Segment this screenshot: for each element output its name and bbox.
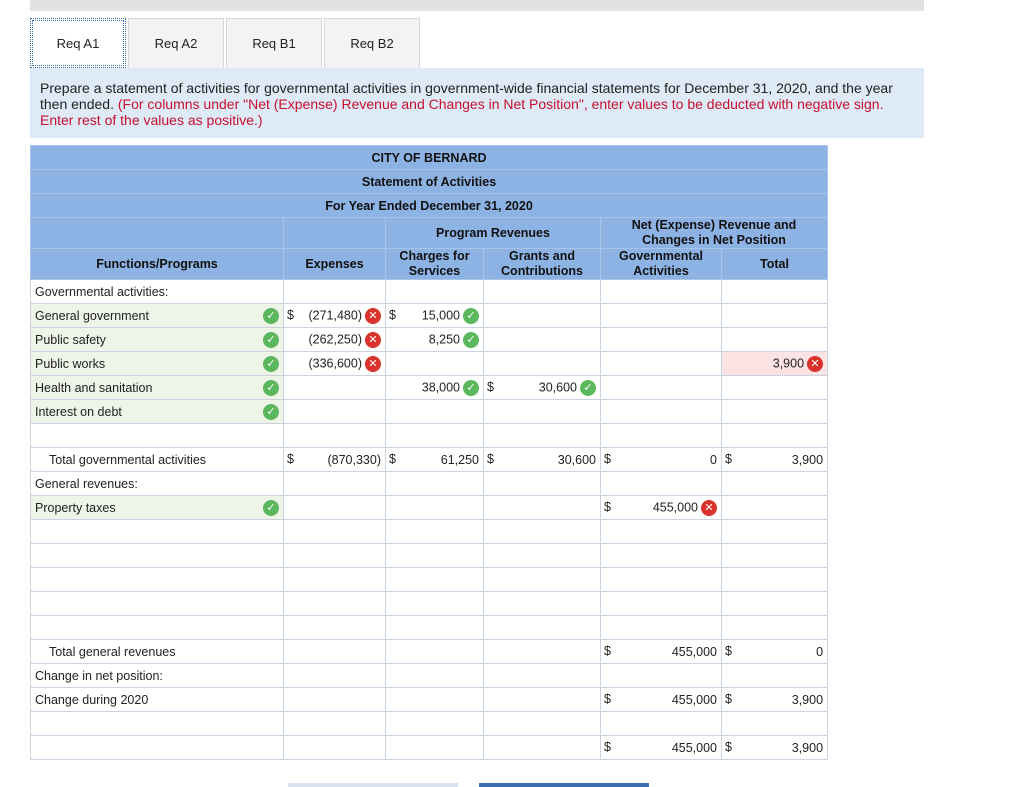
function-select[interactable]: Health and sanitation ✓ bbox=[31, 376, 284, 400]
check-icon: ✓ bbox=[263, 308, 279, 324]
expenses-input[interactable] bbox=[284, 376, 386, 400]
grants-input[interactable] bbox=[484, 352, 601, 376]
revenue-select[interactable]: Property taxes ✓ bbox=[31, 496, 284, 520]
grants-input[interactable]: $ 30,600 ✓ bbox=[484, 376, 601, 400]
table-row bbox=[31, 568, 828, 592]
col-charges-header: Charges for Services bbox=[386, 249, 484, 280]
header-blank bbox=[31, 218, 284, 249]
table-row bbox=[31, 304, 828, 328]
check-icon: ✓ bbox=[463, 380, 479, 396]
governmental-input[interactable] bbox=[601, 400, 722, 424]
statement-name: Statement of Activities bbox=[31, 170, 828, 194]
grants-input[interactable] bbox=[484, 328, 601, 352]
table-row bbox=[31, 616, 828, 640]
ending-governmental: $ 455,000 bbox=[601, 736, 722, 760]
total-gov-label: Total governmental activities bbox=[31, 448, 284, 472]
charges-input[interactable] bbox=[386, 352, 484, 376]
instructions-panel bbox=[30, 68, 924, 138]
grants-input[interactable] bbox=[484, 496, 601, 520]
next-button-edge[interactable] bbox=[479, 783, 649, 787]
cross-icon: ✕ bbox=[701, 500, 717, 516]
prev-button-edge[interactable] bbox=[288, 783, 458, 787]
check-icon: ✓ bbox=[263, 356, 279, 372]
col-total-header: Total bbox=[722, 249, 828, 280]
ending-total: $ 3,900 bbox=[722, 736, 828, 760]
change-total: $ 3,900 bbox=[722, 688, 828, 712]
expenses-input[interactable] bbox=[284, 496, 386, 520]
check-icon: ✓ bbox=[263, 404, 279, 420]
header-blank bbox=[284, 218, 386, 249]
revenue-select[interactable] bbox=[31, 544, 284, 568]
expenses-input[interactable]: (262,250) ✕ bbox=[284, 328, 386, 352]
table-row bbox=[31, 736, 828, 760]
function-select[interactable]: General government ✓ bbox=[31, 304, 284, 328]
grants-input[interactable] bbox=[484, 400, 601, 424]
table-row bbox=[31, 424, 828, 448]
col-expenses-header: Expenses bbox=[284, 249, 386, 280]
tab-req-b1[interactable]: Req B1 bbox=[226, 18, 322, 68]
table-row bbox=[31, 712, 828, 736]
requirement-tabs bbox=[30, 18, 422, 68]
governmental-input[interactable] bbox=[601, 376, 722, 400]
governmental-input[interactable]: $ 455,000 ✕ bbox=[601, 496, 722, 520]
total-input[interactable] bbox=[722, 496, 828, 520]
table-row bbox=[31, 472, 828, 496]
expenses-input[interactable] bbox=[284, 400, 386, 424]
total-input[interactable]: 3,900 ✕ bbox=[722, 352, 828, 376]
change-governmental: $ 455,000 bbox=[601, 688, 722, 712]
governmental-input[interactable] bbox=[601, 304, 722, 328]
total-charges: $ 61,250 bbox=[386, 448, 484, 472]
check-icon: ✓ bbox=[263, 332, 279, 348]
table-row bbox=[31, 352, 828, 376]
check-icon: ✓ bbox=[263, 500, 279, 516]
governmental-input[interactable] bbox=[601, 328, 722, 352]
section-label: General revenues: bbox=[31, 472, 284, 496]
instructions-main: Prepare a statement of activities for governmental activities in government-wide financial statements for December 31, 2020, and the year then ended. bbox=[40, 80, 893, 112]
total-general-label: Total general revenues bbox=[31, 640, 284, 664]
check-icon: ✓ bbox=[463, 308, 479, 324]
cross-icon: ✕ bbox=[365, 308, 381, 324]
check-icon: ✓ bbox=[580, 380, 596, 396]
cross-icon: ✕ bbox=[365, 356, 381, 372]
table-row bbox=[31, 448, 828, 472]
function-select[interactable]: Public safety ✓ bbox=[31, 328, 284, 352]
function-select[interactable]: Public works ✓ bbox=[31, 352, 284, 376]
total-total: $ 3,900 bbox=[722, 448, 828, 472]
col-governmental-header: Governmental Activities bbox=[601, 249, 722, 280]
revenue-select[interactable] bbox=[31, 592, 284, 616]
ending-label-select[interactable] bbox=[31, 712, 284, 736]
charges-input[interactable]: 8,250 ✓ bbox=[386, 328, 484, 352]
table-row bbox=[31, 664, 828, 688]
table-row bbox=[31, 400, 828, 424]
change-during-label: Change during 2020 bbox=[31, 688, 284, 712]
table-row bbox=[31, 688, 828, 712]
total-general-governmental: $ 455,000 bbox=[601, 640, 722, 664]
charges-input[interactable]: $ 15,000 ✓ bbox=[386, 304, 484, 328]
total-input[interactable] bbox=[722, 304, 828, 328]
tab-req-b2[interactable]: Req B2 bbox=[324, 18, 420, 68]
cross-icon: ✕ bbox=[807, 356, 823, 372]
table-row bbox=[31, 520, 828, 544]
check-icon: ✓ bbox=[463, 332, 479, 348]
top-progress-bar bbox=[30, 0, 924, 11]
table-row bbox=[31, 496, 828, 520]
instructions-note: (For columns under "Net (Expense) Revenue and Changes in Net Position", enter values to be deducted with negative sign. Enter rest of the values as positive.) bbox=[40, 96, 884, 128]
tab-req-a1[interactable]: Req A1 bbox=[30, 18, 126, 68]
table-row bbox=[31, 328, 828, 352]
statement-period: For Year Ended December 31, 2020 bbox=[31, 194, 828, 218]
expenses-input[interactable]: $ (271,480) ✕ bbox=[284, 304, 386, 328]
expenses-input[interactable]: (336,600) ✕ bbox=[284, 352, 386, 376]
total-general-total: $ 0 bbox=[722, 640, 828, 664]
cross-icon: ✕ bbox=[365, 332, 381, 348]
check-icon: ✓ bbox=[263, 380, 279, 396]
table-row bbox=[31, 544, 828, 568]
tab-req-a2[interactable]: Req A2 bbox=[128, 18, 224, 68]
col-grants-header: Grants and Contributions bbox=[484, 249, 601, 280]
section-label: Change in net position: bbox=[31, 664, 284, 688]
table-row bbox=[31, 640, 828, 664]
net-expense-header: Net (Expense) Revenue and Changes in Net Position bbox=[601, 218, 828, 249]
program-revenues-header: Program Revenues bbox=[386, 218, 601, 249]
table-row bbox=[31, 592, 828, 616]
total-input[interactable] bbox=[722, 376, 828, 400]
charges-input[interactable] bbox=[386, 400, 484, 424]
total-governmental: $ 0 bbox=[601, 448, 722, 472]
function-select[interactable]: Interest on debt ✓ bbox=[31, 400, 284, 424]
charges-input[interactable] bbox=[386, 496, 484, 520]
total-expenses: $ (870,330) bbox=[284, 448, 386, 472]
total-input[interactable] bbox=[722, 328, 828, 352]
section-label: Governmental activities: bbox=[31, 280, 284, 304]
revenue-select[interactable] bbox=[31, 520, 284, 544]
total-input[interactable] bbox=[722, 400, 828, 424]
grants-input[interactable] bbox=[484, 304, 601, 328]
col-functions-header: Functions/Programs bbox=[31, 249, 284, 280]
statement-of-activities-table bbox=[30, 145, 828, 760]
revenue-select[interactable] bbox=[31, 568, 284, 592]
total-grants: $ 30,600 bbox=[484, 448, 601, 472]
entity-name: CITY OF BERNARD bbox=[31, 146, 828, 170]
table-row bbox=[31, 376, 828, 400]
charges-input[interactable]: 38,000 ✓ bbox=[386, 376, 484, 400]
governmental-input[interactable] bbox=[601, 352, 722, 376]
